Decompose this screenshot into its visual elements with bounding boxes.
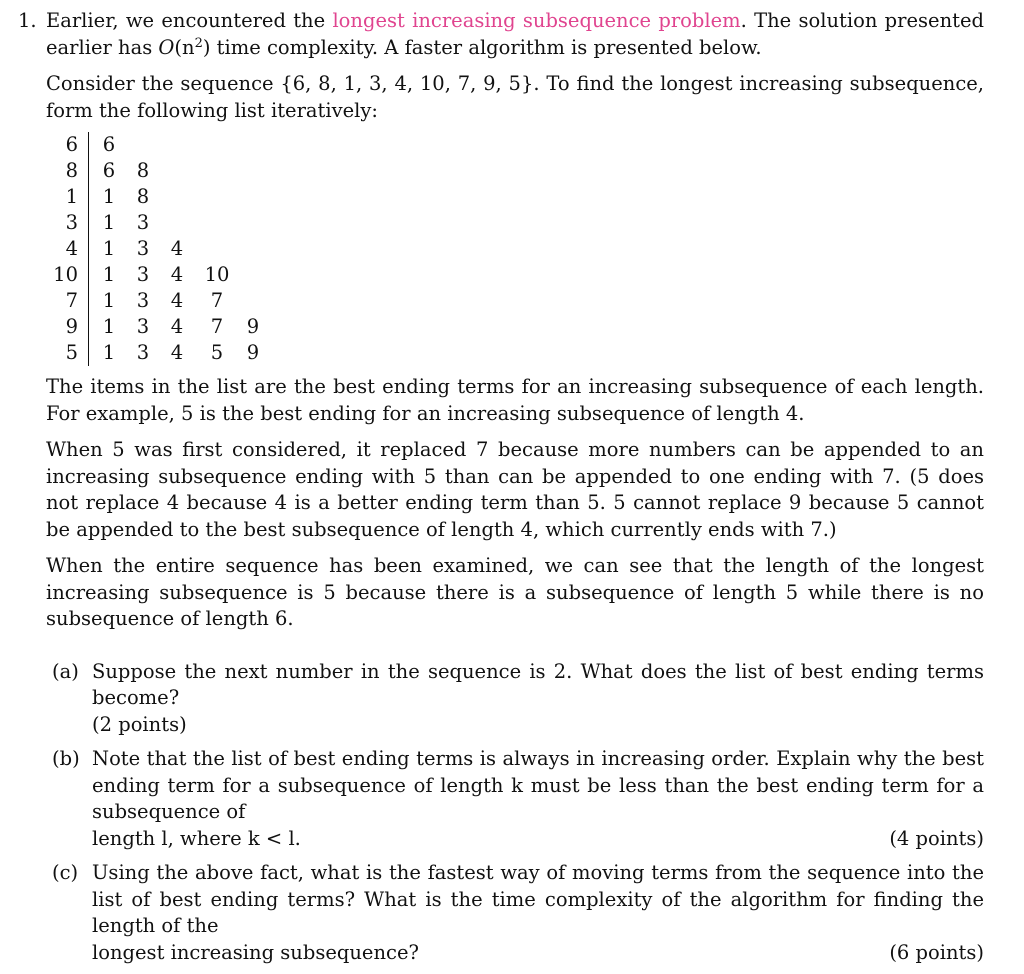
table-list-value: 5 (210, 341, 224, 364)
part-c-label: (c) (52, 861, 79, 884)
paragraph-conclusion: When the entire sequence has been examined, we can see that the length of the longest increasing subsequence is 5 because there is a subsequence of length 5 while there is no subsequence of length 6. (46, 554, 984, 630)
part-c-points: (6 points) (889, 940, 984, 964)
table-input-value: 7 (65, 289, 78, 312)
problem-number: 1. (18, 9, 37, 32)
intro-text-3: time complexity. A faster algorithm is presented below. (210, 35, 762, 59)
part-b-last-line (92, 826, 984, 853)
table-row (46, 314, 346, 340)
table-list-value: 9 (246, 315, 260, 338)
question-parts (46, 659, 984, 967)
part-b (46, 746, 984, 852)
part-a (46, 659, 984, 739)
table-list-value: 9 (246, 341, 260, 364)
table-list-value: 1 (102, 315, 116, 338)
part-b-text: Note that the list of best ending terms is always in increasing order. Explain why the best ending term for a subsequence of length k must be less than the best ending term for a subsequence of (92, 747, 984, 823)
part-a-text: Suppose the next number in the sequence is 2. What does the list of best ending terms become? (92, 659, 984, 709)
table-input-value: 10 (53, 263, 78, 286)
table-list-value: 4 (170, 315, 184, 338)
table-list-value: 1 (102, 185, 116, 208)
table-row (46, 184, 346, 210)
part-a-label: (a) (52, 659, 79, 683)
intro-paragraph (46, 8, 984, 61)
table-list-value: 3 (136, 315, 150, 338)
table-list-value: 3 (136, 289, 150, 312)
table-input-value: 4 (65, 237, 78, 260)
paragraph-replacement: When 5 was first considered, it replaced 7 because more numbers can be appended to an increasing subsequence ending with 5 than can be appended to one ending with 7. (5 does not replace 4 because 4 is a better ending term than 5. 5 cannot replace 9 because 5 cannot be appended to the best subsequence of length 4, which currently ends with 7.) (46, 438, 984, 541)
table-list-value: 3 (136, 237, 150, 260)
intro-text-2: . The solution presented earlier has (46, 9, 984, 59)
table-input-value: 1 (65, 185, 78, 208)
table-row (46, 262, 346, 288)
table-list-value: 4 (170, 341, 184, 364)
table-list-value: 1 (102, 263, 116, 286)
table-list-value: 7 (210, 289, 224, 312)
table-row (46, 288, 346, 314)
part-c-text: Using the above fact, what is the fastest way of moving terms from the sequence into the list of best ending terms? What is the time complexity of the algorithm for finding the length of the (92, 861, 984, 937)
part-c (46, 860, 984, 966)
problem-body (46, 8, 984, 974)
part-c-text-last: longest increasing subsequence? (92, 940, 419, 964)
table-list-value: 1 (102, 341, 116, 364)
intro-text-1: Earlier, we encountered the (46, 9, 333, 32)
table-input-value: 9 (65, 315, 78, 338)
table-list-value: 1 (102, 211, 116, 234)
table-list-value: 3 (136, 341, 150, 364)
table-row (46, 210, 346, 236)
consider-paragraph: Consider the sequence {6, 8, 1, 3, 4, 10, 7, 9, 5}. To find the longest increasing subsequence, form the following list iteratively: (46, 72, 984, 122)
table-input-value: 5 (65, 341, 78, 364)
part-b-points: (4 points) (889, 826, 984, 850)
table-list-value: 8 (136, 185, 150, 208)
part-a-points: (2 points) (92, 712, 187, 736)
table-list-value: 6 (102, 133, 116, 156)
paragraph-best-ending: The items in the list are the best ending terms for an increasing subsequence of each length. For example, 5 is the best ending for an increasing subsequence of length 4. (46, 375, 984, 425)
table-list-value: 4 (170, 263, 184, 286)
table-input-value: 3 (65, 211, 78, 234)
table-input-value: 8 (65, 159, 78, 182)
table-row (46, 340, 346, 366)
complexity-exponent: 2 (194, 35, 203, 51)
table-list-value: 4 (170, 237, 184, 260)
table-list-value: 1 (102, 237, 116, 260)
complexity-arg: (n (174, 35, 195, 59)
table-row (46, 132, 346, 158)
part-c-last-line (92, 940, 984, 967)
table-list-value: 4 (170, 289, 184, 312)
big-o-symbol: O (158, 35, 175, 59)
lis-problem-link[interactable]: longest increasing subsequence problem (332, 9, 741, 32)
table-list-value: 7 (210, 315, 224, 338)
part-b-text-last: length l, where k < l. (92, 826, 301, 850)
table-list-value: 1 (102, 289, 116, 312)
table-input-value: 6 (65, 133, 78, 156)
table-list-value: 3 (136, 211, 150, 234)
table-row (46, 158, 346, 184)
table-list-value: 3 (136, 263, 150, 286)
part-b-label: (b) (52, 747, 80, 770)
table-row (46, 236, 346, 262)
best-ending-table (46, 132, 984, 366)
table-list-value: 6 (102, 159, 116, 182)
table-list-value: 8 (136, 159, 150, 182)
complexity-close: ) (202, 35, 211, 59)
table-list-value: 10 (204, 263, 230, 286)
